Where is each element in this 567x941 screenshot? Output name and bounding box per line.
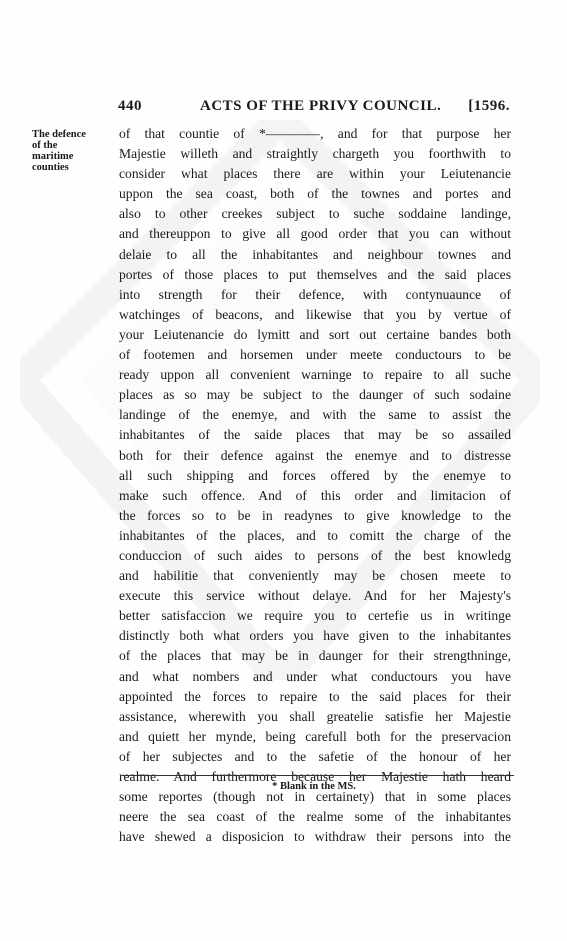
body-line: landinge of the enemye, and with the same to assist the (119, 407, 511, 423)
body-line: your Leiutenancie do lymitt and sort out certaine bandes both (119, 326, 511, 342)
body-line: both for their defence against the enemye and to distresse (119, 447, 511, 463)
body-line: places as so may be subject to the daunger of such sodaine (119, 387, 511, 403)
body-line: uppon the sea coast, both of the townes and portes and (119, 186, 511, 202)
body-line: portes of those places to put themselves and the said places (119, 266, 511, 282)
body-text (119, 124, 511, 847)
body-line: the forces so to be in readynes to give knowledge to the (119, 507, 511, 523)
body-line: and what nombers and under what conductours you have (119, 668, 511, 684)
body-line: and thereuppon to give all good order that you can without (119, 226, 511, 242)
body-line: conduccion of such aides to persons of the best knowledg (119, 547, 511, 563)
body-line: have shewed a disposicion to withdraw their persons into the (119, 829, 511, 845)
body-line: and habilitie that conveniently may be chosen meete to (119, 568, 511, 584)
body-line: also to other creekes subject to suche soddaine landinge, (119, 206, 511, 222)
body-line: some reportes (though not in certainety) that in some places (119, 789, 511, 805)
body-line: all such shipping and forces offered by the enemye to (119, 467, 511, 483)
margin-note-line: of the (32, 140, 58, 151)
body-line: assistance, wherewith you shall greatelie satisfie her Majestie (119, 708, 511, 724)
page-header (118, 98, 510, 118)
page-year: [1596. (468, 98, 510, 114)
body-line: of the places that may be in daunger for their strengthninge, (119, 648, 511, 664)
body-line: neere the sea coast of the realme some of the inhabitantes (119, 809, 511, 825)
body-line: inhabitantes of the saide places that may be so assailed (119, 427, 511, 443)
footnote-rule (122, 775, 514, 776)
body-line: realme. And furthermore because her Majestie hath heard (119, 769, 511, 784)
body-line: inhabitantes of the places, and to comitt the charge of the (119, 527, 511, 543)
margin-note (32, 129, 116, 173)
running-title: ACTS OF THE PRIVY COUNCIL. (200, 98, 442, 114)
body-line: consider what places there are within your Leiutenancie (119, 166, 511, 182)
body-line: and quiett her mynde, being carefull both for the preservacion (119, 728, 511, 744)
footnote: * Blank in the MS. (272, 781, 356, 792)
page-number: 440 (118, 98, 142, 114)
body-line: make such offence. And of this order and limitacion of (119, 487, 511, 503)
margin-note-line: maritime (32, 151, 74, 162)
margin-note-line: The defence (32, 129, 86, 140)
body-line: of her subjectes and to the safetie of the honour of her (119, 748, 511, 764)
body-line: of footemen and horsemen under meete conductours to be (119, 347, 511, 363)
body-line: ready uppon all convenient warninge to repaire to all suche (119, 367, 511, 383)
body-line: delaie to all the inhabitantes and neighbour townes and (119, 246, 511, 262)
body-line: of that countie of *————, and for that purpose her (119, 126, 511, 141)
body-line: appointed the forces to repaire to the said places for their (119, 688, 511, 704)
body-line: execute this service without delaye. And for her Majesty's (119, 588, 511, 604)
body-line: watchinges of beacons, and likewise that you by vertue of (119, 306, 511, 322)
margin-note-line: counties (32, 162, 69, 173)
body-line: into strength for their defence, with contynuaunce of (119, 286, 511, 302)
body-line: distinctly both what orders you have given to the inhabitantes (119, 628, 511, 644)
body-line: better satisfaccion we require you to certefie us in writinge (119, 608, 511, 624)
body-line: Majestie willeth and straightly chargeth you foorthwith to (119, 146, 511, 162)
